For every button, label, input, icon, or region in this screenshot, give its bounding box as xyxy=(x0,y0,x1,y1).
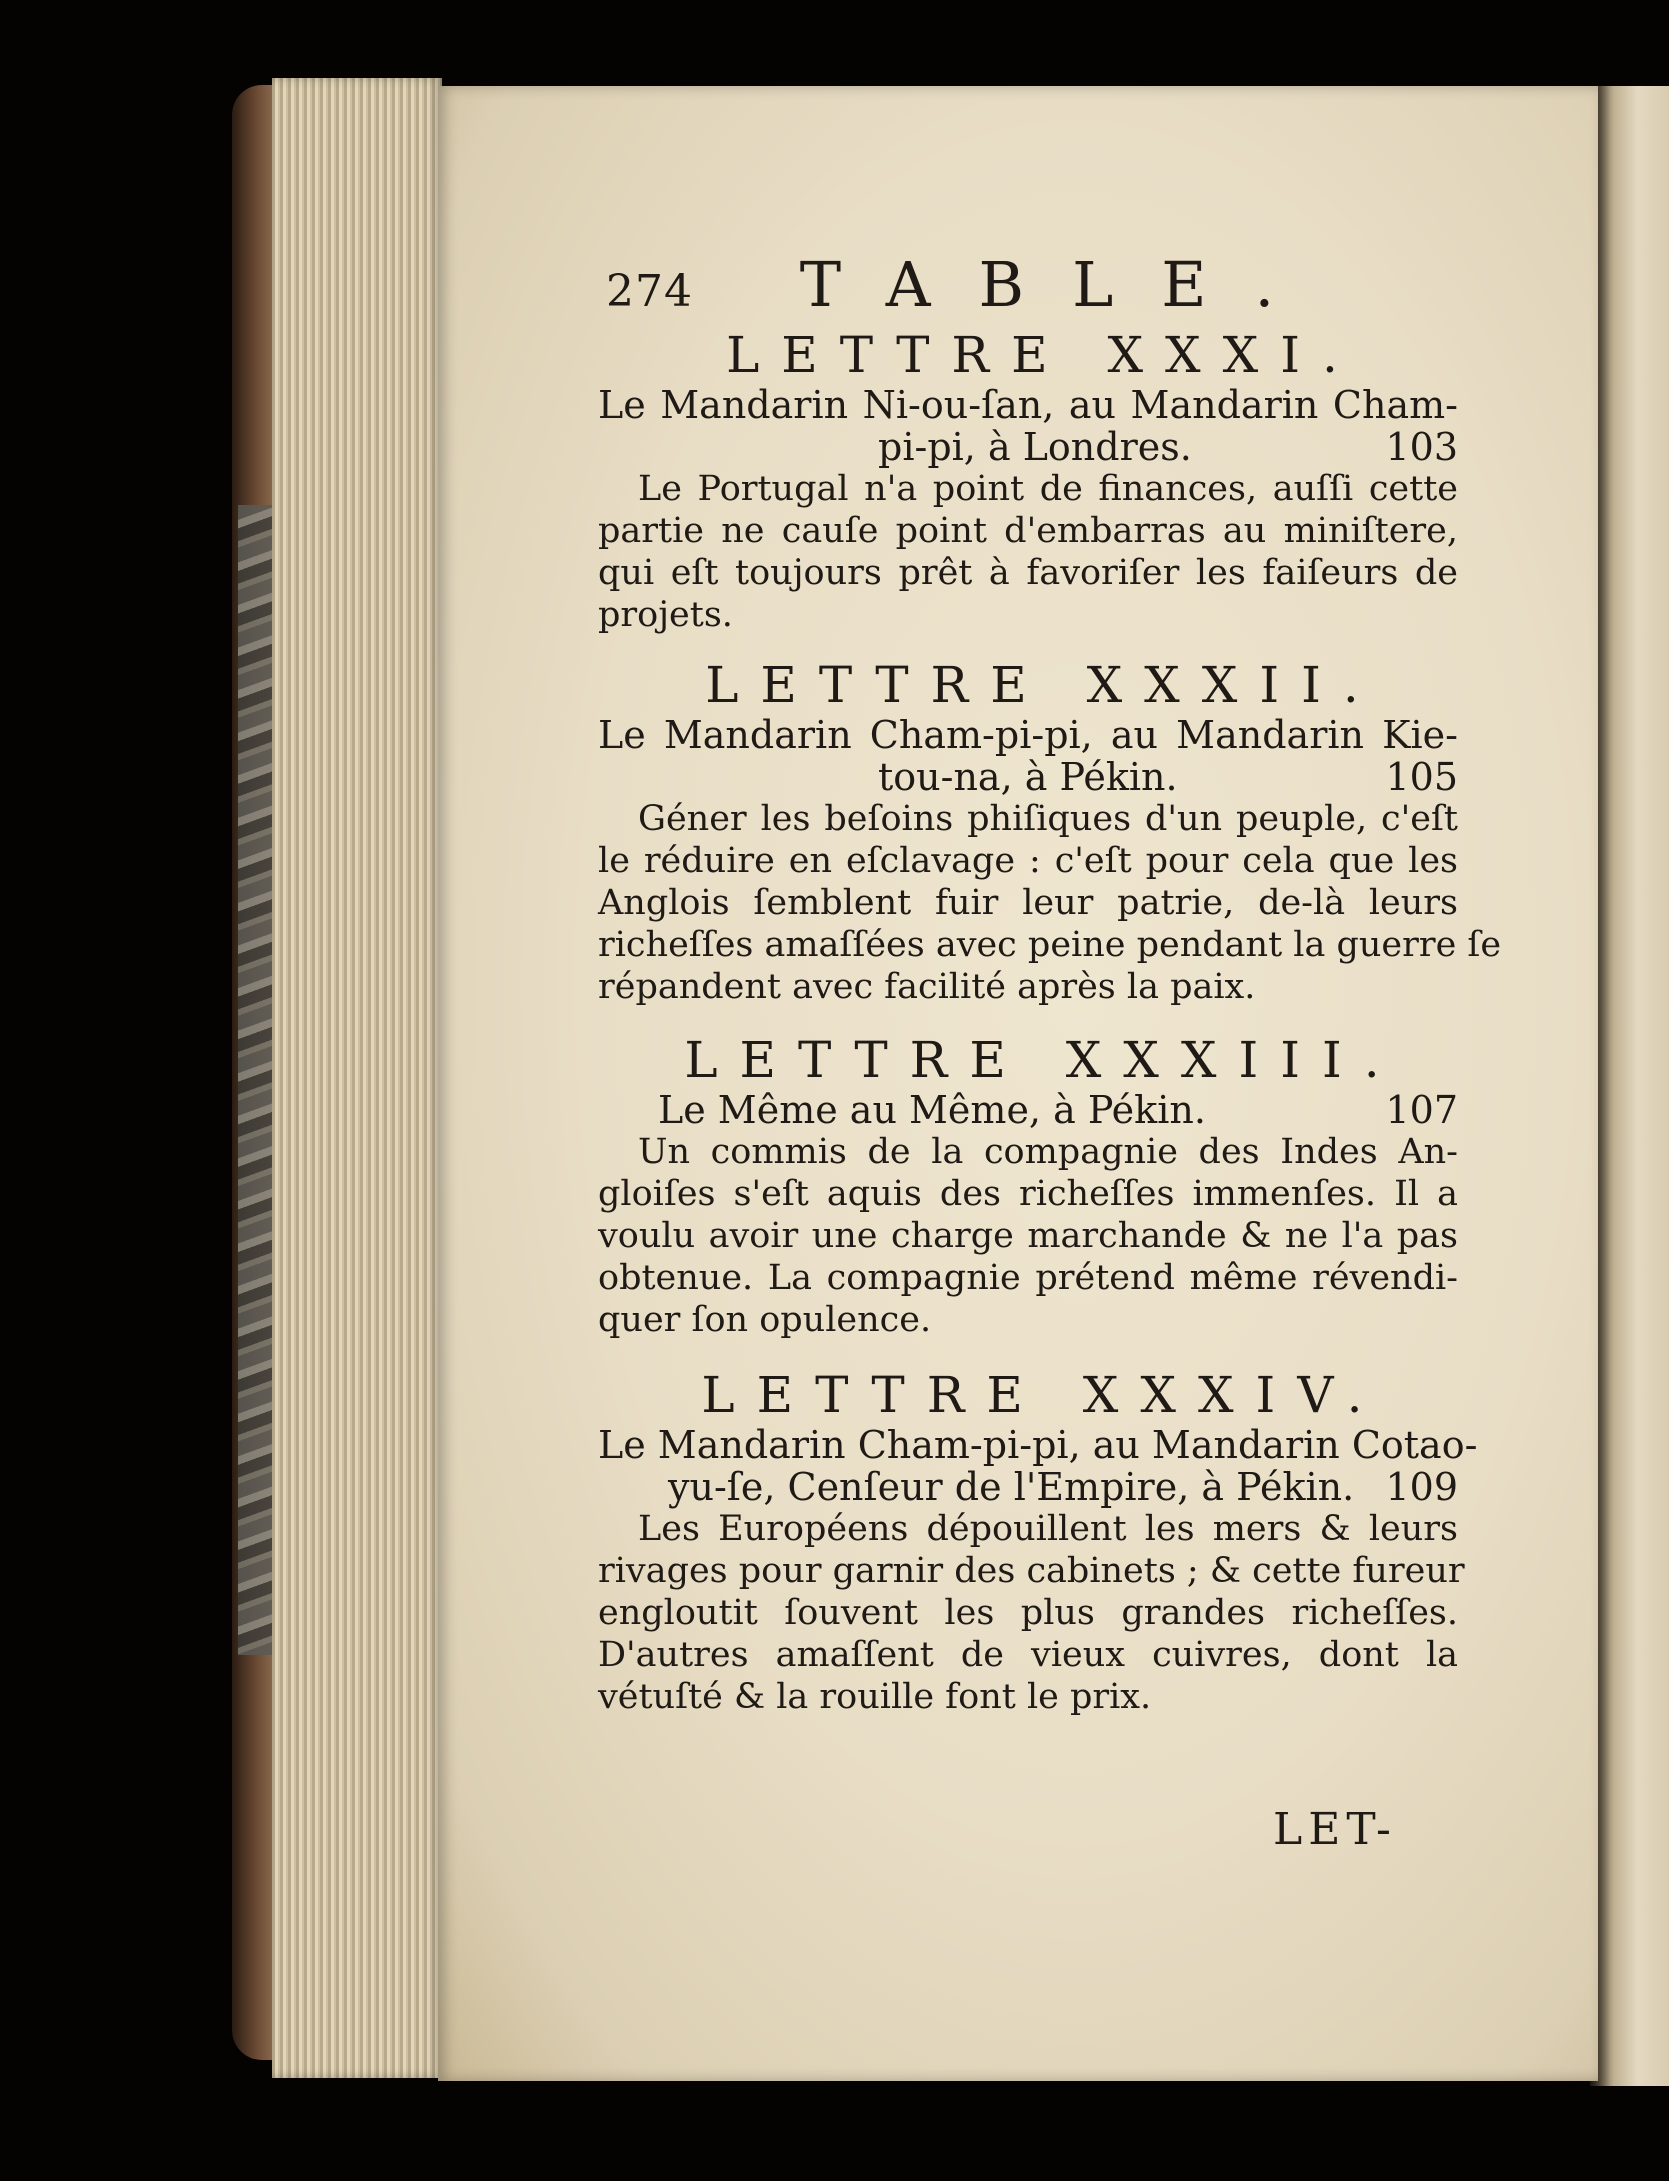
letter-entry-32 xyxy=(598,656,1502,1008)
summary-line: qui eſt toujours prêt à favoriſer les faiſeurs de xyxy=(598,553,1458,593)
addressee-line: pi-pi, à Londres. xyxy=(878,425,1192,469)
summary-line: répandent avec facilité après la paix. xyxy=(598,967,1256,1007)
summary-line: Un commis de la compagnie des Indes An- xyxy=(638,1132,1458,1172)
summary-line: partie ne cauſe point d'embarras au miniſtere, xyxy=(598,511,1458,551)
summary-line: gloiſes s'eſt aquis des richeſſes immenſes. Il a xyxy=(598,1174,1458,1214)
letter-summary xyxy=(598,1508,1465,1718)
addressee-line: Le Mandarin Cham-pi-pi, au Mandarin Cotao- xyxy=(598,1423,1478,1467)
letter-entry-31 xyxy=(598,326,1458,636)
page-ref: 107 xyxy=(1385,1088,1458,1132)
summary-line: Géner les beſoins phiſiques d'un peuple, c'eſt xyxy=(638,799,1458,839)
letter-heading: LETTRE XXXIII. xyxy=(684,1031,1402,1089)
letter-summary xyxy=(598,798,1502,1008)
letter-heading: LETTRE XXXIV. xyxy=(701,1366,1385,1424)
summary-line: obtenue. La compagnie prétend même révendi- xyxy=(598,1258,1458,1298)
addressee-line-ref xyxy=(598,756,1458,798)
addressee-line-ref xyxy=(598,1089,1458,1131)
page-edges xyxy=(272,78,442,2078)
running-head xyxy=(606,248,1446,338)
addressee-line-ref xyxy=(598,426,1458,468)
letter-entry-34 xyxy=(598,1366,1478,1718)
page-text-area xyxy=(438,86,1598,2081)
addressee-line: yu-ſe, Cenſeur de l'Empire, à Pékin. xyxy=(668,1465,1355,1509)
summary-line: voulu avoir une charge marchande & ne l'a pas xyxy=(598,1216,1458,1256)
summary-line: Le Portugal n'a point de finances, auſſi cette xyxy=(638,469,1458,509)
addressee-line: Le Même au Même, à Pékin. xyxy=(658,1088,1206,1132)
summary-line: Les Européens dépouillent les mers & leurs xyxy=(638,1509,1458,1549)
summary-line: richeſſes amaſſées avec peine pendant la guerre ſe xyxy=(598,925,1502,965)
addressee-line: Le Mandarin Cham-pi-pi, au Mandarin Kie- xyxy=(598,713,1458,757)
summary-line: Anglois ſemblent fuir leur patrie, de-là leurs xyxy=(598,883,1458,923)
page-number: 274 xyxy=(606,266,693,317)
addressee-line-ref xyxy=(598,1466,1458,1508)
letter-heading: LETTRE XXXII. xyxy=(705,656,1381,714)
page-ref: 105 xyxy=(1385,755,1458,799)
page-ref: 103 xyxy=(1385,425,1458,469)
letter-entry-33 xyxy=(598,1031,1458,1341)
summary-line: quer ſon opulence. xyxy=(598,1300,932,1340)
addressee-line: Le Mandarin Ni-ou-ſan, au Mandarin Cham- xyxy=(598,383,1458,427)
page-ref: 109 xyxy=(1385,1465,1458,1509)
letter-summary xyxy=(598,468,1458,636)
page-title: TABLE. xyxy=(799,248,1323,321)
summary-line: engloutit ſouvent les plus grandes richeſſes. xyxy=(598,1593,1458,1633)
summary-line: vétuſté & la rouille font le prix. xyxy=(598,1677,1152,1717)
summary-line: rivages pour garnir des cabinets ; & cette fureur xyxy=(598,1551,1465,1591)
letter-heading: LETTRE XXXI. xyxy=(726,326,1360,384)
addressee-line: tou-na, à Pékin. xyxy=(878,755,1178,799)
summary-line: D'autres amaſſent de vieux cuivres, dont la xyxy=(598,1635,1458,1675)
book-page xyxy=(438,86,1598,2081)
summary-line: le réduire en eſclavage : c'eſt pour cela que les xyxy=(598,841,1458,881)
catchword: LET- xyxy=(1273,1804,1397,1855)
letter-summary xyxy=(598,1131,1458,1341)
summary-line: projets. xyxy=(598,595,733,635)
